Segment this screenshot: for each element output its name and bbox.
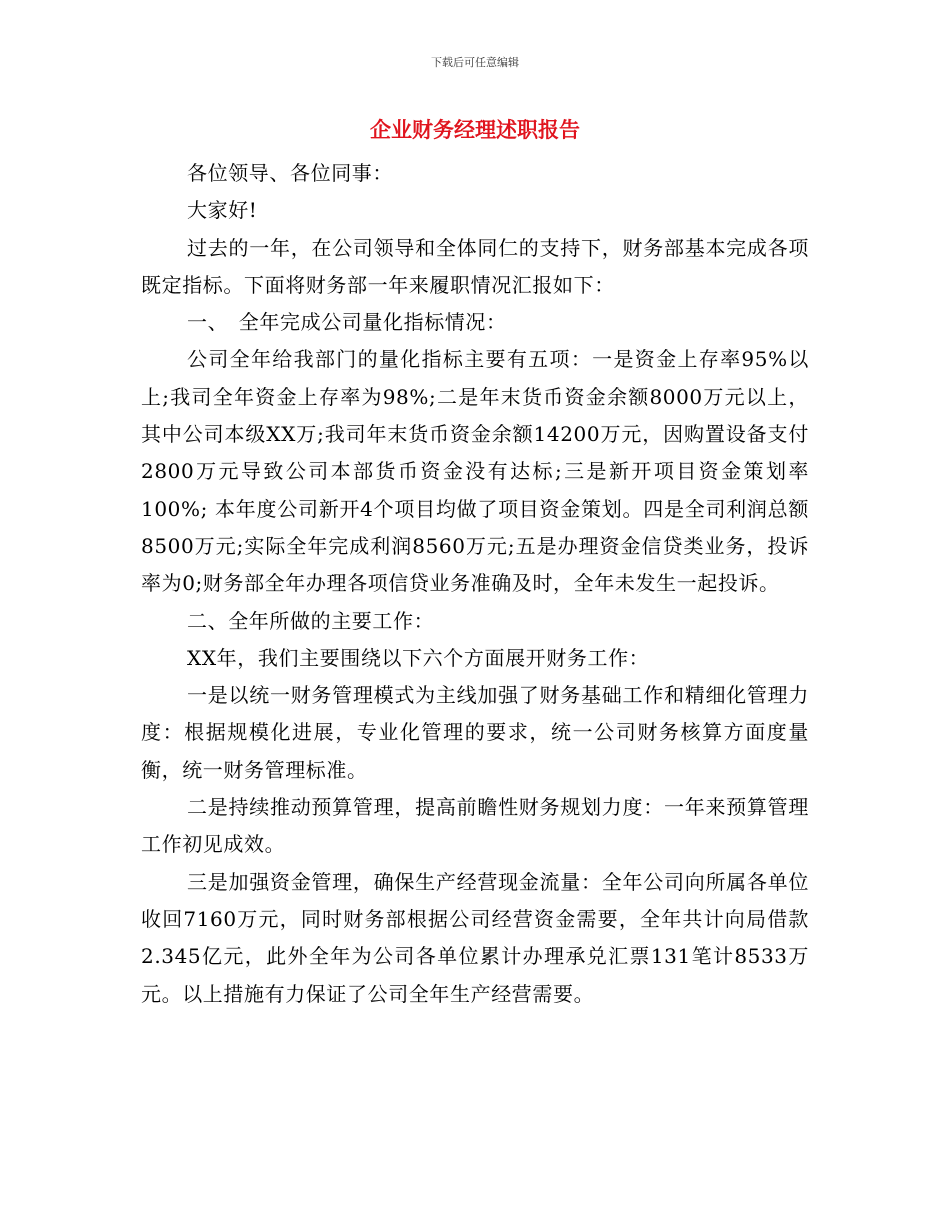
document-body — [141, 155, 809, 1013]
intro-paragraph: 过去的一年，在公司领导和全体同仁的支持下，财务部基本完成各项既定指标。下面将财务部一年来履职情况汇报如下： — [141, 235, 809, 297]
hello-paragraph: 大家好! — [187, 198, 258, 223]
greeting-paragraph: 各位领导、各位同事： — [187, 161, 393, 185]
header-note: 下载后可任意编辑 — [431, 56, 519, 69]
work-item-1-paragraph: 一是以统一财务管理模式为主线加强了财务基础工作和精细化管理力度：根据规模化进展，专业化管理的要求，统一公司财务核算方面度量衡，统一财务管理标准。 — [141, 683, 809, 782]
work-overview-paragraph: XX年，我们主要围绕以下六个方面展开财务工作： — [187, 645, 650, 670]
indicators-paragraph: 公司全年给我部门的量化指标主要有五项：一是资金上存率95%以上;我司全年资金上存率为98%;二是年末货币资金余额8000万元以上，其中公司本级XX万;我司年末货币资金余额14200万元，因购置设备支付2800万元导致公司本部货币资金没有达标;三是新开项目资金策划率100%; 本年度公司新开4个项目均做了项目资金策划。四是全司利润总额8500万元;实际全年完成利润8560万元;五是办理资金信贷类业务，投诉率为0;财务部全年办理各项信贷业务准确及时，全年未发生一起投诉。 — [141, 347, 809, 596]
work-item-2-paragraph: 二是持续推动预算管理，提高前瞻性财务规划力度：一年来预算管理工作初见成效。 — [141, 795, 809, 857]
section-heading-1: 一、 全年完成公司量化指标情况： — [187, 310, 507, 335]
work-item-3-paragraph: 三是加强资金管理，确保生产经营现金流量：全年公司向所属各单位收回7160万元，同时财务部根据公司经营资金需要，全年共计向局借款2.345亿元，此外全年为公司各单位累计办理承兑汇票131笔计8533万元。以上措施有力保证了公司全年生产经营需要。 — [141, 869, 809, 1006]
section-heading-2: 二、全年所做的主要工作： — [187, 608, 435, 633]
document-title: 企业财务经理述职报告 — [370, 118, 580, 142]
